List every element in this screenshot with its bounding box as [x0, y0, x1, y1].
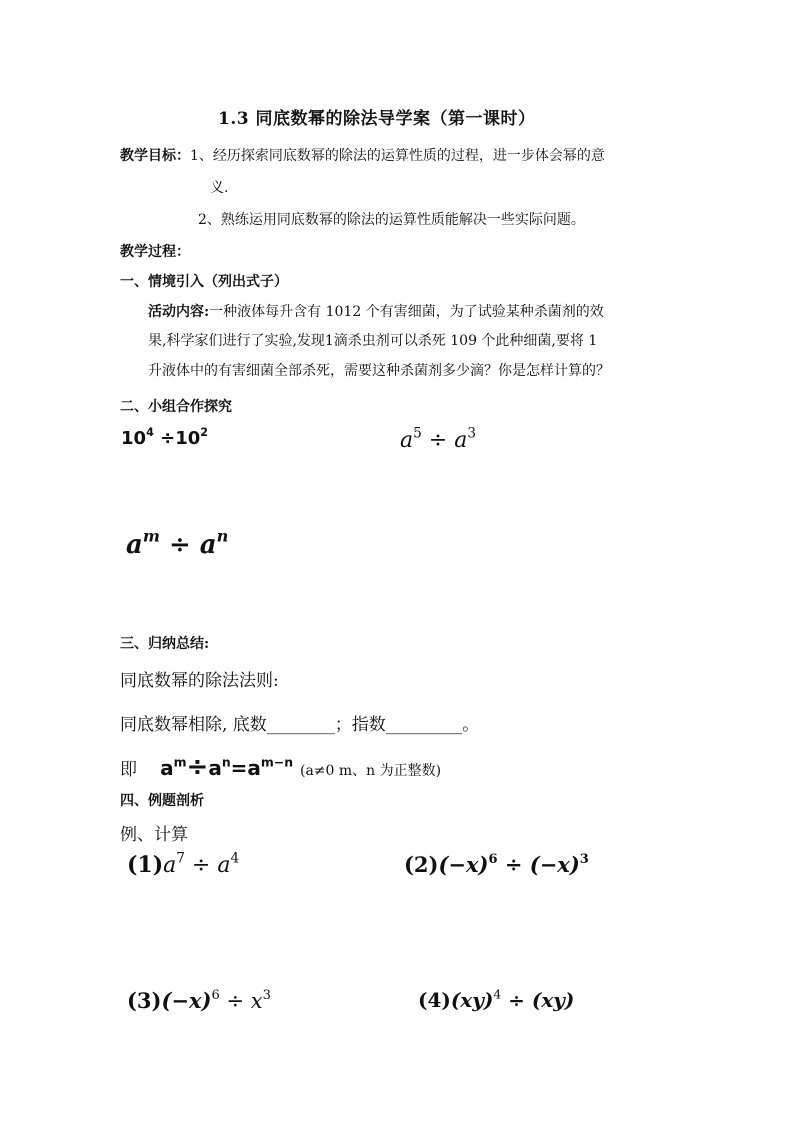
expr3-exp1: m [142, 526, 160, 546]
rule-label: 同底数幂的除法法则: [120, 671, 279, 691]
formula-op: ÷ [186, 752, 209, 782]
ex2-base2: (−x) [529, 852, 580, 877]
formula [160, 752, 300, 782]
expr2-base2: a [454, 428, 468, 453]
activity-label: 活动内容: [148, 304, 210, 320]
formula-base1: a [160, 756, 174, 780]
ex3-exp1: 6 [211, 987, 220, 1003]
example-1 [127, 852, 239, 878]
process-label: 教学过程： [120, 244, 190, 260]
example-3 [127, 988, 271, 1013]
expr3-op: ÷ [159, 530, 200, 560]
ex4-base1: (xy) [450, 988, 494, 1012]
example-2 [404, 852, 589, 877]
ex2-exp1: 6 [488, 851, 498, 867]
expr1-exp1: 4 [146, 426, 154, 440]
expr2-exp1: 5 [413, 425, 422, 442]
ex3-num: (3) [127, 988, 162, 1013]
goal-1-line-1: 1、经历探索同底数幂的除法的运算性质的过程，进一步体会幂的意 [190, 148, 605, 164]
section-2-heading: 二、小组合作探究 [120, 399, 232, 415]
expr1-op: ÷ [153, 428, 176, 449]
expr2-op: ÷ [421, 428, 455, 453]
expr2-base1: a [400, 428, 414, 453]
formula-exp3: m−n [260, 754, 294, 770]
ex2-op: ÷ [497, 852, 530, 877]
formula-prefix: 即 [120, 760, 137, 780]
formula-exp2: n [221, 754, 231, 770]
example-label: 例、计算 [120, 825, 188, 845]
formula-line [120, 752, 441, 782]
ex2-num: (2) [404, 852, 439, 877]
formula-base2: a [208, 756, 222, 780]
ex1-exp2: 4 [230, 850, 240, 867]
ex1-exp1: 7 [176, 850, 185, 867]
ex1-base1: a [163, 853, 177, 878]
expr-a5-div-a3 [400, 425, 477, 453]
ex1-base2: a [217, 853, 231, 878]
formula-condition: (a≠0 m、n 为正整数) [300, 763, 442, 779]
activity-line-2: 果,科学家们进行了实验,发现1滴杀虫剂可以杀死 109 个此种细菌,要将 1 [148, 333, 598, 349]
formula-base3: a [247, 756, 261, 780]
page-title: 1.3 同底数幂的除法导学案（第一课时） [218, 109, 536, 129]
expr2-exp2: 3 [467, 425, 477, 442]
expr3-base1: a [126, 530, 143, 560]
ex1-num: (1) [127, 852, 164, 878]
goals-block [120, 145, 605, 165]
formula-exp1: m [173, 754, 187, 770]
expr-am-div-an [126, 526, 229, 560]
formula-eq: = [230, 756, 248, 780]
ex3-base2: x [250, 989, 263, 1013]
goals-label: 教学目标： [120, 148, 190, 164]
ex2-base1: (−x) [438, 852, 489, 877]
activity-line-3: 升液体中的有害细菌全部杀死，需要这种杀菌剂多少滴？你是怎样计算的？ [148, 363, 610, 379]
expr-10-4-div-10-2 [121, 428, 208, 449]
ex2-exp2: 3 [579, 851, 589, 867]
rule-text: 同底数幂相除, 底数________；指数_________。 [120, 715, 480, 735]
ex3-op: ÷ [219, 989, 251, 1013]
expr1-exp2: 2 [200, 426, 209, 440]
ex3-base1: (−x) [161, 988, 212, 1013]
goal-1-line-2: 义. [210, 180, 229, 196]
expr3-base2: a [199, 530, 217, 560]
section-4-heading: 四、例题剖析 [120, 793, 204, 809]
ex4-base2: (xy) [531, 988, 575, 1012]
ex1-op: ÷ [184, 853, 218, 878]
expr1-base2: 10 [175, 428, 201, 449]
section-1-heading: 一、情境引入（列出式子） [120, 274, 288, 290]
ex4-num: (4) [418, 988, 451, 1012]
activity-text-1: 一种液体每升含有 1012 个有害细菌，为了试验某种杀菌剂的效 [209, 304, 604, 320]
example-4: (4)(xy)$^4$ ÷ (xy) [418, 986, 575, 1012]
expr3-exp2: n [216, 526, 229, 546]
activity-line-1 [148, 301, 604, 321]
ex4-op: ÷ [501, 988, 532, 1012]
goal-2: 2、熟练运用同底数幂的除法的运算性质能解决一些实际问题。 [198, 212, 585, 228]
expr1-base1: 10 [121, 428, 147, 449]
ex3-exp2: 3 [262, 987, 271, 1003]
section-3-heading: 三、归纳总结: [120, 636, 210, 652]
